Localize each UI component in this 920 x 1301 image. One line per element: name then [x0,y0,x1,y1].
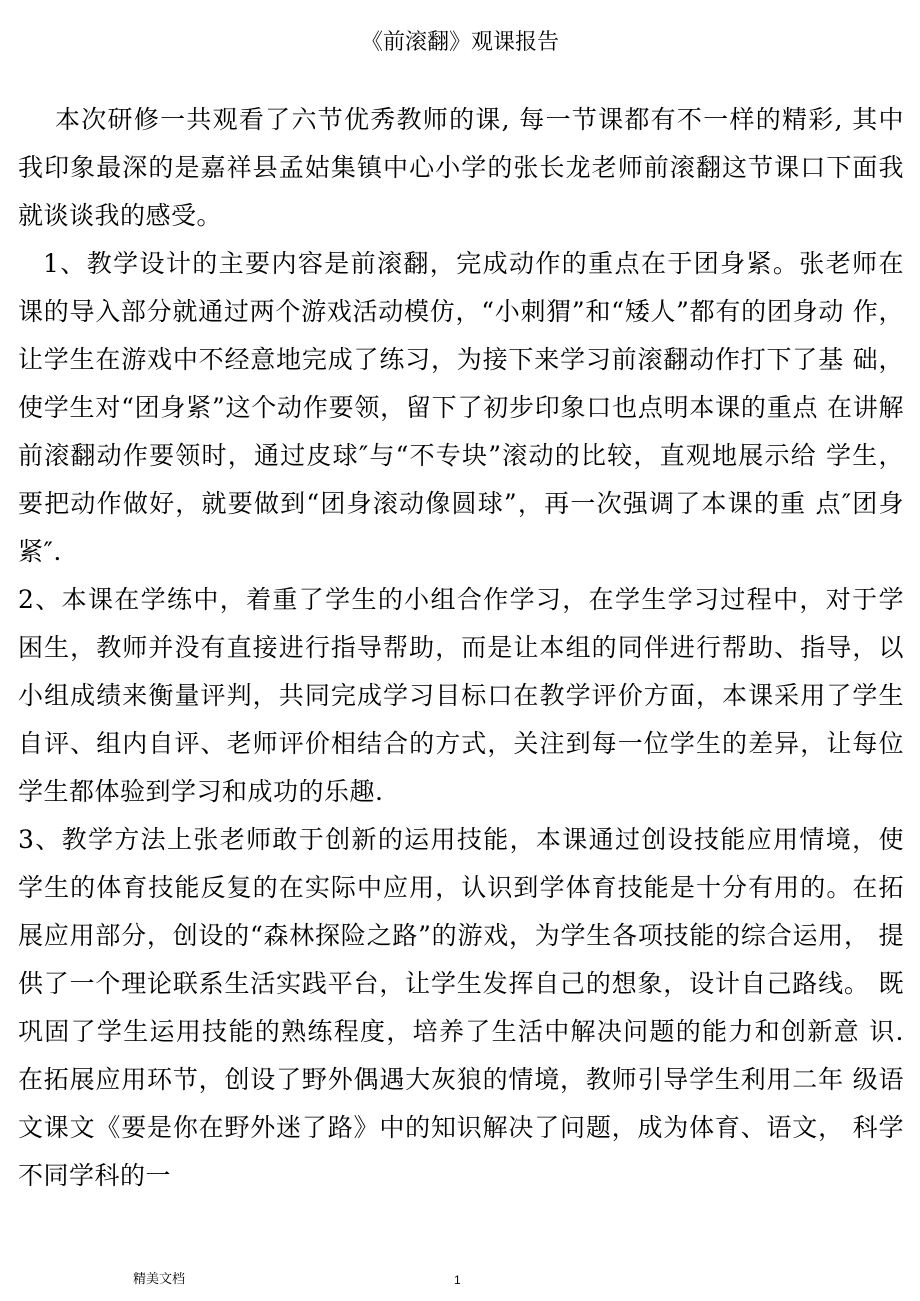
paragraph-intro: 本次研修一共观看了六节优秀教师的课, 每一节课都有不一样的精彩, 其中 我印象最深的是嘉祥县孟姑集镇中心小学的张长龙老师前滚翻这节课口下面我 就谈谈我的感受。 [18,105,904,230]
document-body [18,96,904,1200]
footer-label: 精美文档 [133,1272,186,1287]
paragraph-point-1: 1、教学设计的主要内容是前滚翻，完成动作的重点在于团身紧。张老师在 课的导入部分就通过两个游戏活动模仿，“小刺猬”和“矮人”都有的团身动 作，让学生在游戏中不经意地完成了练习，为接下来学习前滚翻动作打下了基 础，使学生对“团身紧”这个动作要领，留下了初步印象口也点明本课的重点 在讲解前滚翻动作要领时，通过皮球″与“不专块”滚动的比较，直观地展示给 学生，要把动作做好，就要做到“团身滚动像圆球”，再一次强调了本课的重 点″团身紧″. [18,249,904,566]
paragraph-point-2: 2、本课在学练中，着重了学生的小组合作学习，在学生学习过程中，对于学 困生，教师并没有直接进行指导帮助，而是让本组的同伴进行帮助、指导，以 小组成绩来衡量评判，共同完成学习目标口在教学评价方面，本课采用了学生 自评、组内自评、老师评价相结合的方式，关注到每一位学生的差异，让每位 学生都体验到学习和成功的乐趣. [18,585,904,806]
paragraph-point-3: 3、教学方法上张老师敢于创新的运用技能，本课通过创设技能应用情境，使 学生的体育技能反复的在实际中应用，认识到学体育技能是十分有用的。在拓 展应用部分，创设的“森林探险之路”的游戏，为学生各项技能的综合运用， 提供了一个理论联系生活实践平台，让学生发挥自己的想象，设计自己路线。 既巩固了学生运用技能的熟练程度，培养了生活中解决问题的能力和创新意 识. 在拓展应用环节，创设了野外偶遇大灰狼的情境，教师引导学生利用二年 级语文课文《要是你在野外迷了路》中的知识解决了问题，成为体育、语文， 科学不同学科的一 [18,825,904,1190]
page-number: 1 [454,1273,461,1287]
document-title: 《前滚翻》观课报告 [360,30,559,55]
